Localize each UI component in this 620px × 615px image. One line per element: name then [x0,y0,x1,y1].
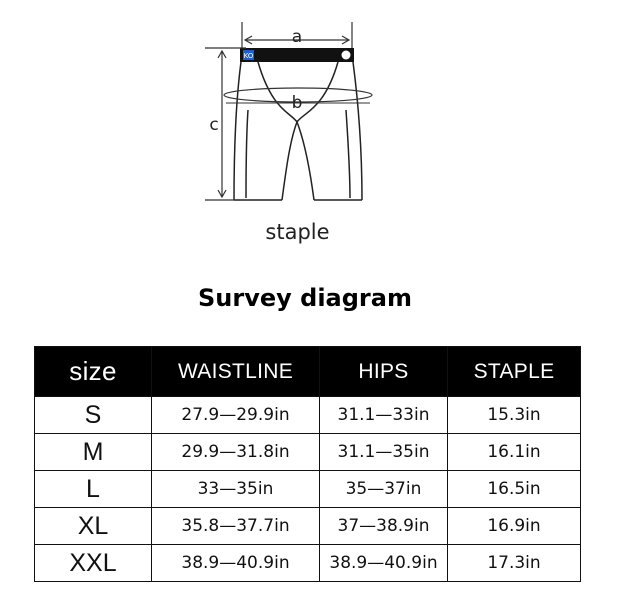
waistline-cell: 29.9—31.8in [152,434,320,471]
size-cell: L [35,471,152,508]
staple-cell: 17.3in [448,545,581,582]
size-cell: XL [35,508,152,545]
size-chart-table [34,346,581,582]
waistband [240,48,354,62]
table-row [35,471,581,508]
shorts-outline [234,62,362,200]
staple-cell: 16.5in [448,471,581,508]
header-hips: HIPS [320,347,448,397]
table-row [35,508,581,545]
waistline-cell: 27.9—29.9in [152,397,320,434]
hips-cell: 38.9—40.9in [320,545,448,582]
waistband-logo-icon [342,51,351,60]
size-cell: XXL [35,545,152,582]
waistline-cell: 38.9—40.9in [152,545,320,582]
size-cell: S [35,397,152,434]
table-row [35,434,581,471]
page-title: Survey diagram [198,284,412,312]
hips-cell: 35—37in [320,471,448,508]
label-b: b [291,93,303,113]
table-header-row [35,347,581,397]
waistline-cell: 33—35in [152,471,320,508]
figure-caption: staple [265,220,330,244]
waistline-cell: 35.8—37.7in [152,508,320,545]
staple-cell: 15.3in [448,397,581,434]
table-row [35,545,581,582]
hips-cell: 31.1—35in [320,434,448,471]
table-row [35,397,581,434]
staple-cell: 16.9in [448,508,581,545]
staple-cell: 16.1in [448,434,581,471]
brand-mark: KO [243,52,254,60]
hips-cell: 37—38.9in [320,508,448,545]
header-size: size [35,347,152,397]
hips-cell: 31.1—33in [320,397,448,434]
label-c: c [209,115,219,135]
header-staple: STAPLE [448,347,581,397]
label-a: a [291,27,303,47]
measurement-figure [0,0,620,270]
header-waistline: WAISTLINE [152,347,320,397]
size-cell: M [35,434,152,471]
